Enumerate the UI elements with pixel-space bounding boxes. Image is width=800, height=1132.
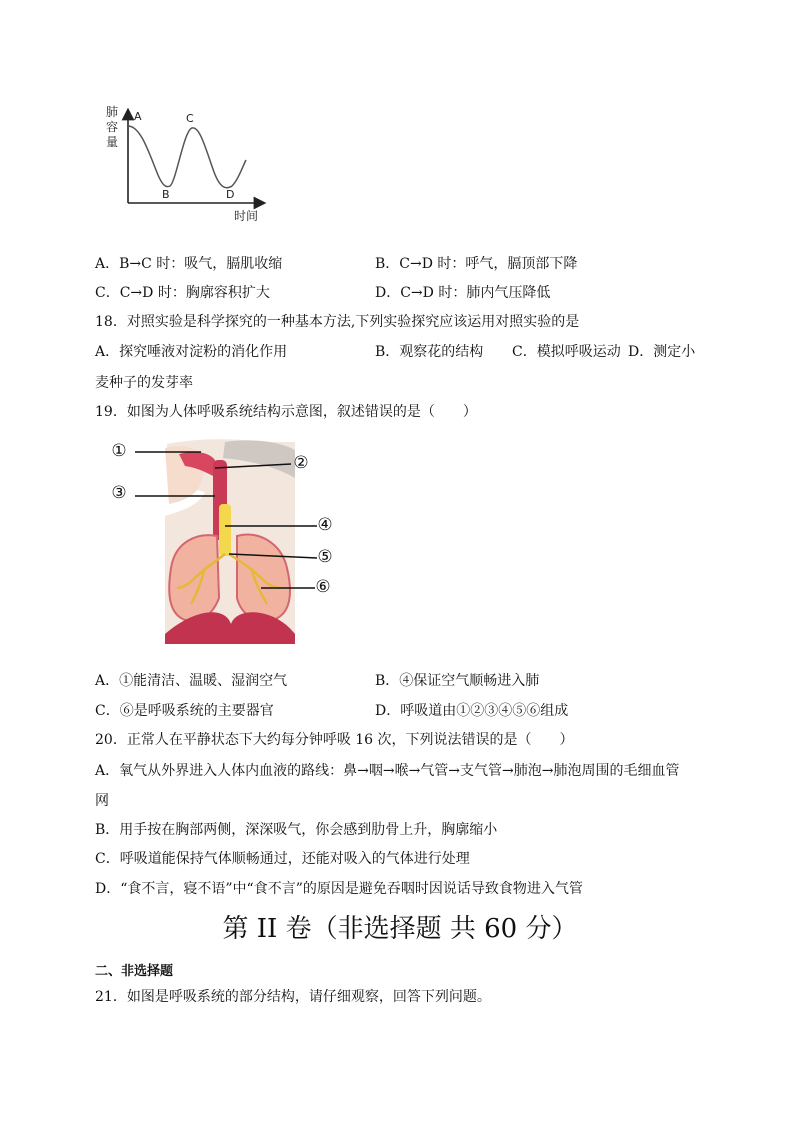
q19-option-c: C．⑥是呼吸系统的主要器官 — [95, 703, 274, 719]
q17-option-b: B．C→D 时：呼气，膈顶部下降 — [375, 256, 578, 272]
q20-option-a: A．氧气从外界进入人体内血液的路线：鼻→咽→喉→气管→支气管→肺泡→肺泡周围的毛细血管 — [95, 763, 680, 779]
label-5-text: ⑤ — [317, 547, 333, 567]
point-d-label: D — [226, 188, 235, 201]
label-4-text: ④ — [317, 515, 333, 535]
section2-heading: 二、非选择题 — [95, 964, 174, 979]
q18-option-d-continued: 麦种子的发芽率 — [95, 375, 193, 391]
label-2-text: ② — [293, 453, 309, 473]
point-a-label: A — [134, 110, 142, 123]
q19-option-d: D．呼吸道由①②③④⑤⑥组成 — [375, 703, 569, 719]
q20-option-c: C．呼吸道能保持气体顺畅通过，还能对吸入的气体进行处理 — [95, 851, 470, 867]
point-c-label: C — [186, 112, 194, 125]
q20-option-d: D．“食不言，寝不语”中“食不言”的原因是避免吞咽时因说话导致食物进入气管 — [95, 881, 583, 897]
section-title: 第 II 卷（非选择题 共 60 分） — [222, 914, 578, 944]
lung-volume-graph — [100, 100, 280, 225]
respiratory-system-figure — [105, 438, 345, 648]
q18-option-b: B．观察花的结构 — [375, 344, 484, 360]
q21-stem: 21．如图是呼吸系统的部分结构，请仔细观察，回答下列问题。 — [95, 989, 491, 1005]
label-3-text: ③ — [111, 483, 127, 503]
q20-stem: 20．正常人在平静状态下大约每分钟呼吸 16 次，下列说法错误的是（ ） — [95, 732, 574, 748]
label-1-text: ① — [111, 441, 127, 461]
q18-option-a: A．探究唾液对淀粉的消化作用 — [95, 344, 288, 360]
q19-stem: 19．如图为人体呼吸系统结构示意图，叙述错误的是（ ） — [95, 404, 477, 420]
y-axis-label — [106, 104, 118, 149]
q20-option-a-continued: 网 — [95, 793, 109, 809]
trachea-rings — [219, 504, 231, 556]
volume-curve — [128, 126, 246, 188]
q20-option-b: B．用手按在胸部两侧，深深吸气，你会感到肋骨上升，胸廓缩小 — [95, 822, 498, 838]
q19-option-b: B．④保证空气顺畅进入肺 — [375, 673, 540, 689]
q17-option-a: A．B→C 时：吸气，膈肌收缩 — [95, 256, 283, 272]
q19-option-a: A．①能清洁、温暖、湿润空气 — [95, 673, 288, 689]
y-label-char-1: 肺 — [106, 105, 119, 119]
point-b-label: B — [162, 188, 170, 201]
label-6-text: ⑥ — [315, 577, 331, 597]
q17-option-c: C．C→D 时：胸廓容积扩大 — [95, 285, 270, 301]
q18-stem: 18．对照实验是科学探究的一种基本方法,下列实验探究应该运用对照实验的是 — [95, 314, 580, 330]
x-axis-label: 时间 — [234, 209, 259, 223]
q17-option-d: D．C→D 时：肺内气压降低 — [375, 285, 551, 301]
q18-option-d: D．测定小 — [628, 344, 696, 360]
y-label-char-2: 容 — [106, 120, 119, 134]
q18-option-c: C．模拟呼吸运动 — [512, 344, 621, 360]
y-label-char-3: 量 — [106, 135, 119, 149]
